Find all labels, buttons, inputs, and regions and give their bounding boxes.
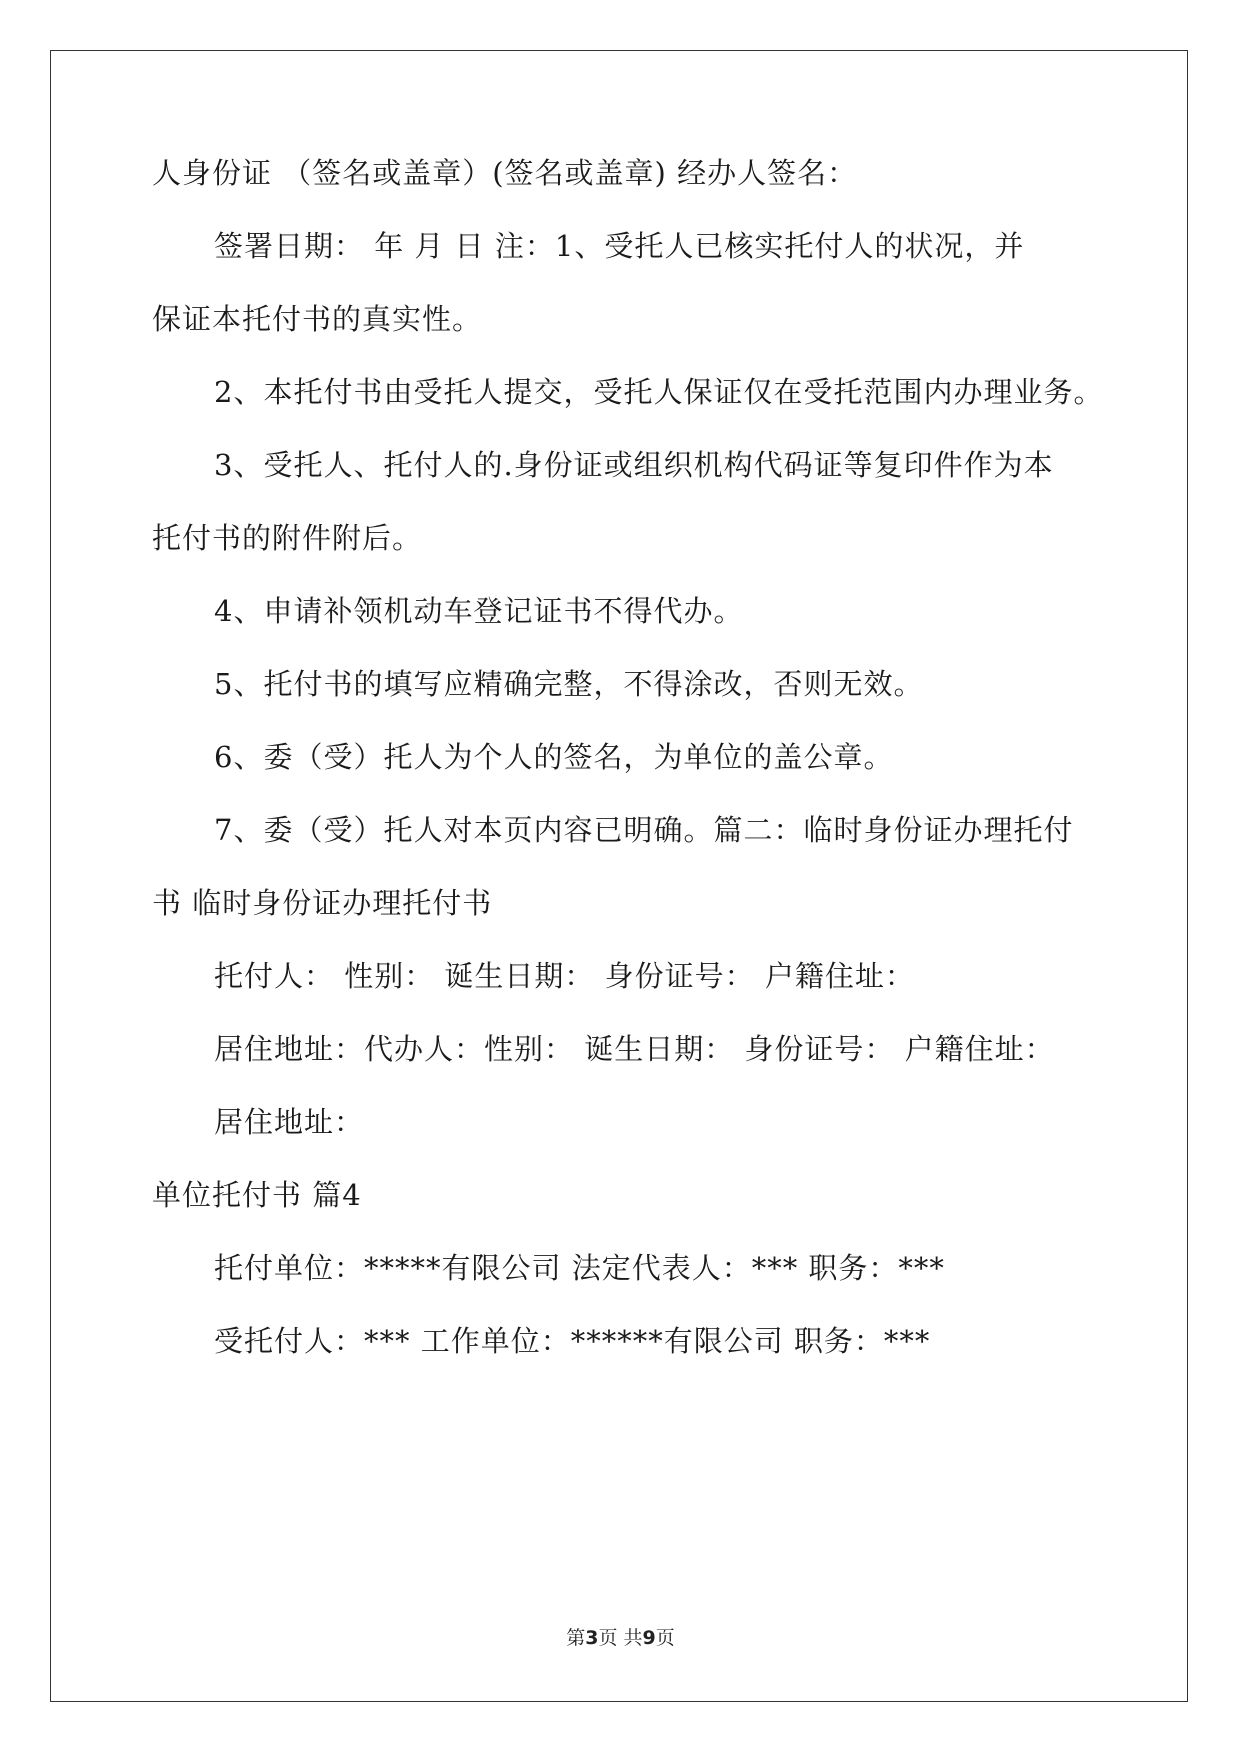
text-line-11: 书 临时身份证办理托付书 [152,886,493,920]
text-line-2: 签署日期： 年 月 日 注：1、受托人已核实托付人的状况，并 [214,229,1025,263]
page-border [50,50,1188,1702]
text-line-16: 托付单位：*****有限公司 法定代表人：*** 职务：*** [214,1251,945,1285]
footer-current-page: 3 [585,1627,599,1649]
page-footer [0,1625,1241,1651]
text-line-8: 5、托付书的填写应精确完整，不得涂改，否则无效。 [214,667,924,701]
footer-prefix: 第 [566,1627,586,1649]
text-line-17: 受托付人：*** 工作单位：******有限公司 职务：*** [214,1324,931,1358]
text-line-4: 2、本托付书由受托人提交，受托人保证仅在受托范围内办理业务。 [214,375,1104,409]
text-line-6: 托付书的附件附后。 [152,521,423,555]
text-line-9: 6、委（受）托人为个人的签名，为单位的盖公章。 [214,740,894,774]
text-line-1: 人身份证 （签名或盖章）(签名或盖章) 经办人签名： [152,156,858,190]
text-line-10: 7、委（受）托人对本页内容已明确。篇二：临时身份证办理托付 [214,813,1074,847]
section-heading: 单位托付书 篇4 [152,1178,362,1212]
text-line-12: 托付人： 性别： 诞生日期： 身份证号： 户籍住址： [214,959,915,993]
footer-middle: 页 共 [598,1627,643,1649]
text-line-7: 4、申请补领机动车登记证书不得代办。 [214,594,744,628]
footer-total-pages: 9 [642,1627,656,1649]
text-line-14: 居住地址： [214,1105,365,1139]
text-line-5: 3、受托人、托付人的.身份证或组织机构代码证等复印件作为本 [214,448,1054,482]
footer-suffix: 页 [655,1627,675,1649]
text-line-3: 保证本托付书的真实性。 [152,302,483,336]
text-line-13: 居住地址：代办人：性别： 诞生日期： 身份证号： 户籍住址： [214,1032,1055,1066]
